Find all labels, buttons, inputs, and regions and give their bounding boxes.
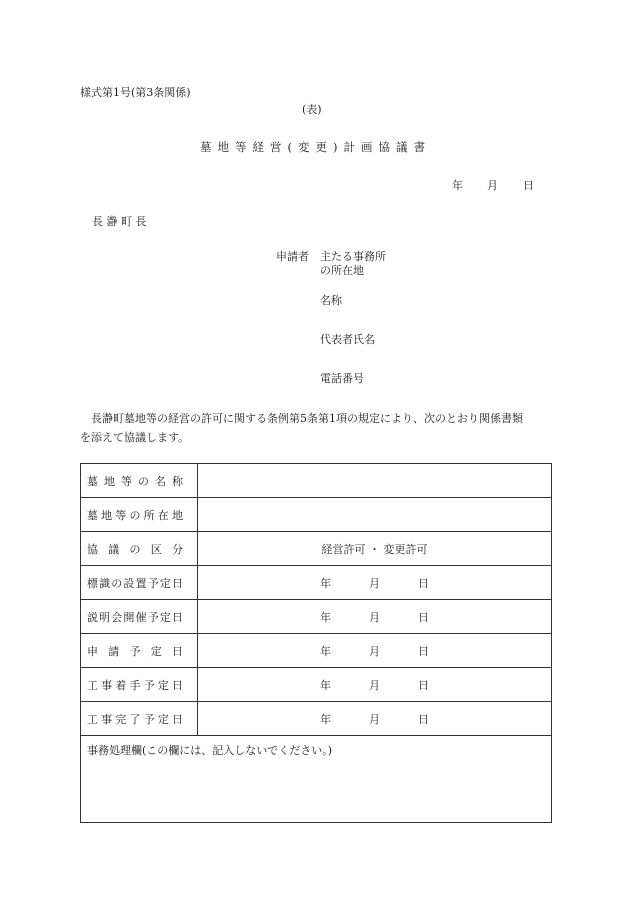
table-row	[81, 668, 552, 702]
office-use-label: 事務処理欄(この欄には、記入しないでください。)	[87, 744, 333, 757]
document-title: 墓地等経営(変更)計画協議書	[200, 140, 431, 154]
table-row	[81, 464, 552, 498]
row-label-construction-end: 工事完了予定日	[87, 712, 183, 726]
body-text-2: を添えて協議します。	[80, 431, 190, 444]
cemetery-location-field[interactable]	[198, 498, 552, 532]
table-row	[81, 600, 552, 634]
row-label-cemetery-location: 墓地等の所在地	[87, 508, 183, 522]
construction-start-field[interactable]: 年 月 日	[198, 668, 552, 702]
table-row	[81, 532, 552, 566]
name-label: 名称	[320, 294, 342, 307]
row-label-sign-date: 標識の設置予定日	[87, 576, 183, 590]
row-label-application-date: 申請予定日	[87, 644, 183, 658]
addressee: 長 瀞 町 長	[92, 215, 147, 228]
sign-date-field[interactable]: 年 月 日	[198, 566, 552, 600]
representative-label: 代表者氏名	[320, 333, 375, 346]
applicant-label: 申請者	[276, 250, 309, 263]
table-row	[81, 702, 552, 736]
date-day: 日	[523, 179, 534, 192]
cemetery-name-field[interactable]	[198, 464, 552, 498]
office-address-label: 主たる事務所	[320, 250, 386, 263]
row-label-briefing-date: 説明会開催予定日	[87, 610, 183, 624]
row-label-construction-start: 工事着手予定日	[87, 678, 183, 692]
row-label-cemetery-name: 墓地等の名称	[87, 474, 183, 488]
form-side-label: (表)	[302, 103, 322, 116]
date-year: 年	[452, 179, 463, 192]
table-row	[81, 566, 552, 600]
application-table	[80, 463, 552, 823]
row-label-category: 協議の区分	[87, 542, 183, 556]
office-use-field	[81, 736, 552, 823]
office-address-label-2: の所在地	[320, 264, 364, 277]
form-id: 様式第1号(第3条関係)	[80, 86, 191, 99]
phone-label: 電話番号	[320, 372, 364, 385]
construction-end-field[interactable]: 年 月 日	[198, 702, 552, 736]
body-text-1: 長瀞町墓地等の経営の許可に関する条例第5条第1項の規定により、次のとおり関係書類	[91, 412, 523, 425]
category-field[interactable]: 経営許可 ・ 変更許可	[198, 532, 552, 566]
table-row	[81, 736, 552, 823]
table-row	[81, 498, 552, 532]
application-date-field[interactable]: 年 月 日	[198, 634, 552, 668]
date-month: 月	[487, 179, 498, 192]
briefing-date-field[interactable]: 年 月 日	[198, 600, 552, 634]
table-row	[81, 634, 552, 668]
